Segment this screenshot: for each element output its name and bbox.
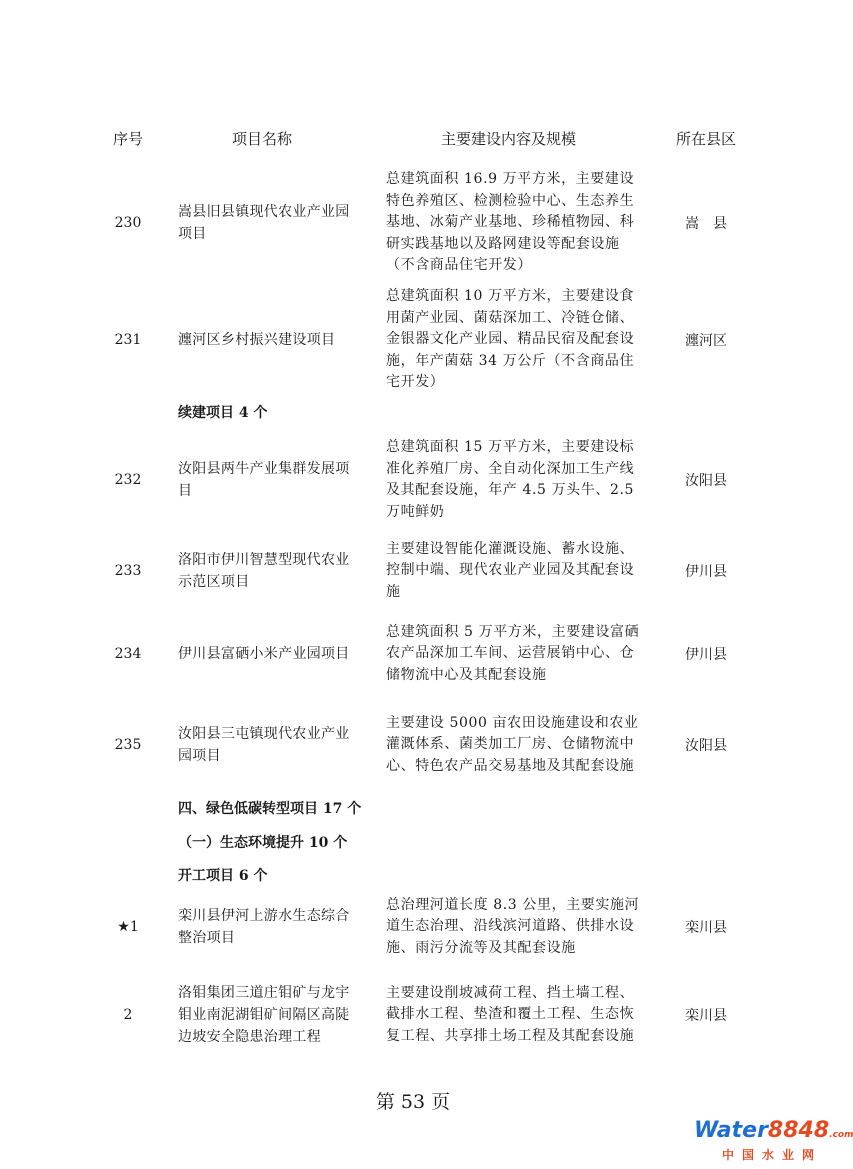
section-started-projects: 开工项目 6 个 bbox=[178, 868, 268, 884]
table-header bbox=[0, 128, 826, 152]
row-project-name: 洛阳市伊川智慧型现代农业示范区项目 bbox=[178, 552, 350, 590]
row-project-name: 嵩县旧县镇现代农业产业园项目 bbox=[178, 204, 350, 242]
page-number: 第 53 页 bbox=[375, 1091, 451, 1113]
row-construction-content: 主要建设削坡减荷工程、挡土墙工程、截排水工程、垫渣和覆土工程、生态恢复工程、共享排土场工程及其配套设施 bbox=[386, 984, 635, 1044]
header-project-name: 项目名称 bbox=[232, 130, 293, 148]
row-county: 嵩 县 bbox=[685, 216, 727, 232]
row-project-name: 洛钼集团三道庄钼矿与龙宇钼业南泥湖钼矿间隔区高陡边坡安全隐患治理工程 bbox=[178, 985, 350, 1045]
section-eco-environment: （一）生态环境提升 10 个 bbox=[178, 835, 348, 851]
row-project-name: 伊川县富硒小米产业园项目 bbox=[178, 646, 350, 662]
row-county: 汝阳县 bbox=[685, 738, 727, 754]
row-construction-content: 总建筑面积 5 万平方米，主要建设富硒农产品深加工车间、运营展销中心、仓储物流中心及其配套设施 bbox=[386, 623, 640, 683]
row-construction-content: 主要建设 5000 亩农田设施建设和农业灌溉体系、菌类加工厂房、仓储物流中心、特色农产品交易基地及其配套设施 bbox=[386, 714, 639, 774]
row-county: 伊川县 bbox=[685, 647, 727, 663]
row-serial-number: 230 bbox=[114, 215, 142, 231]
row-construction-content: 总建筑面积 10 万平方米，主要建设食用菌产业园、菌菇深加工、冷链仓储、金银器文化产业园、精品民宿及配套设施，年产菌菇 34 万公斤（不含商品住宅开发） bbox=[386, 288, 635, 391]
row-project-name: 栾川县伊河上游水生态综合整治项目 bbox=[178, 908, 350, 946]
row-county: 汝阳县 bbox=[685, 473, 727, 489]
row-serial-number: 2 bbox=[123, 1007, 133, 1023]
row-construction-content: 总治理河道长度 8.3 公里，主要实施河道生态治理、沿线滨河道路、供排水设施、雨污分流等及其配套设施 bbox=[386, 896, 640, 956]
table-row bbox=[0, 700, 826, 790]
row-construction-content: 主要建设智能化灌溉设施、蓄水设施、控制中端、现代农业产业园及其配套设施 bbox=[386, 540, 635, 600]
header-serial-number: 序号 bbox=[113, 130, 144, 148]
row-project-name: 汝阳县三屯镇现代农业产业园项目 bbox=[178, 726, 350, 764]
row-serial-number: 231 bbox=[114, 332, 142, 348]
table-row bbox=[0, 620, 826, 688]
table-row bbox=[0, 168, 826, 278]
row-serial-number: 235 bbox=[114, 737, 142, 753]
section-continued-projects: 续建项目 4 个 bbox=[178, 405, 268, 421]
row-county: 栾川县 bbox=[685, 920, 727, 936]
row-construction-content: 总建筑面积 16.9 万平方米，主要建设特色养殖区、检测检验中心、生态养生基地、冰菊产业基地、珍稀植物园、科研实践基地以及路网建设等配套设施（不含商品住宅开发） bbox=[386, 171, 635, 274]
row-serial-number: 234 bbox=[114, 646, 142, 662]
watermark-logo: Water8848.com 中国水业网 bbox=[694, 1118, 853, 1162]
row-construction-content: 总建筑面积 15 万平方米，主要建设标准化养殖厂房、全自动化深加工生产线及其配套设施，年产 4.5 万头牛、2.5 万吨鲜奶 bbox=[386, 439, 635, 520]
row-county: 栾川县 bbox=[685, 1008, 727, 1024]
table-row bbox=[0, 435, 826, 525]
row-serial-number: 232 bbox=[114, 472, 142, 488]
header-county: 所在县区 bbox=[676, 130, 737, 148]
table-row bbox=[0, 285, 826, 395]
row-project-name: 汝阳县两牛产业集群发展项目 bbox=[178, 461, 350, 499]
section-green-lowcarbon: 四、绿色低碳转型项目 17 个 bbox=[178, 801, 362, 817]
table-row bbox=[0, 537, 826, 605]
table-row bbox=[0, 893, 826, 961]
table-row bbox=[0, 970, 826, 1060]
header-construction-content: 主要建设内容及规模 bbox=[441, 130, 577, 148]
row-project-name: 瀍河区乡村振兴建设项目 bbox=[178, 332, 336, 348]
row-county: 瀍河区 bbox=[685, 333, 727, 349]
row-county: 伊川县 bbox=[685, 564, 727, 580]
row-serial-number: ★1 bbox=[117, 919, 139, 935]
row-serial-number: 233 bbox=[114, 563, 142, 579]
